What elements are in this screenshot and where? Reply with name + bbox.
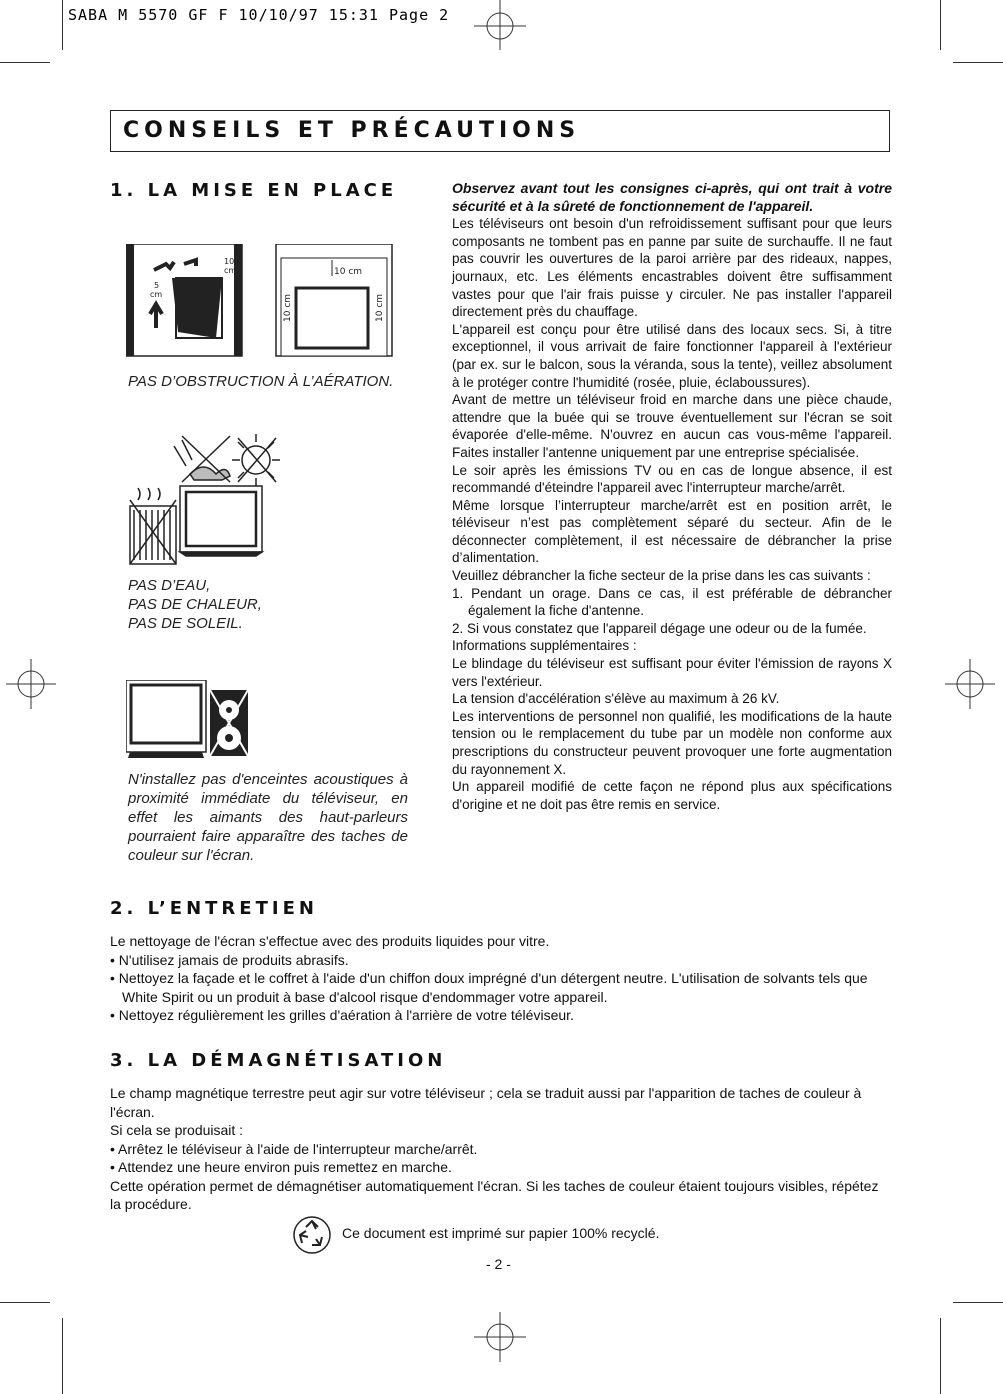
section1-title: 1. LA MISE EN PLACE <box>110 180 398 201</box>
section2-body <box>110 932 892 1025</box>
print-header: SABA M 5570 GF F 10/10/97 15:31 Page 2 <box>68 6 450 24</box>
recycle-icon <box>292 1215 332 1255</box>
info-para-3: Les interventions de personnel non qualifié, les modifications de la haute tension ou le remplacement du tube par un modèle non conforme aux prescriptions du constructeur peuvent provoquer une forte augmentation du rayonnement X. <box>452 708 892 777</box>
caption-ventilation: PAS D’OBSTRUCTION À L’AÉRATION. <box>128 373 394 390</box>
fig1-label-wtop2: cm <box>224 266 237 275</box>
section2-bullet-3: • Nettoyez régulièrement les grilles d'aération à l'arrière de votre téléviseur. <box>110 1007 574 1023</box>
safety-intro: Observez avant tout les consignes ci-après, qui ont trait à votre sécurité et à la sûreté de fonctionnement de l'appareil. <box>452 180 892 214</box>
fig1-label-top: 10 cm <box>334 267 363 277</box>
speaker-figure <box>126 680 256 760</box>
fig1-label-wmid: 5 <box>154 281 160 290</box>
section3-bullet-1: • Arrêtez le téléviseur à l'aide de l'interrupteur marche/arrêt. <box>110 1140 478 1157</box>
section2-title: 2. L’ENTRETIEN <box>110 898 318 919</box>
safety-para-4: Le soir après les émissions TV ou en cas de longue absence, il est recommandé d'éteindre l'appareil avec l'interrupteur marche/arrêt. <box>452 462 892 496</box>
section3-para-3: Cette opération permet de démagnétiser automatiquement l'écran. Si les taches de couleur étaient toujours visibles, répétez la procédure. <box>110 1177 879 1212</box>
fig1-label-left: 10 cm <box>283 293 293 322</box>
section3-bullet-2: • Attendez une heure environ puis remettez en marche. <box>110 1159 452 1175</box>
page-number: - 2 - <box>486 1256 511 1272</box>
page-title-box <box>110 110 890 152</box>
caption-speakers: N'installez pas d'enceintes acoustiques à proximité immédiate du téléviseur, en effet les aimants des haut-parleurs pourraient faire apparaître des taches de couleur sur l'écran. <box>128 771 408 864</box>
section3-title: 3. LA DÉMAGNÉTISATION <box>110 1050 447 1071</box>
section2-intro: Le nettoyage de l'écran s'effectue avec des produits liquides pour vitre. <box>110 933 550 949</box>
unplug-case-1: 1. Pendant un orage. Dans ce cas, il est préférable de débrancher également la fiche d'antenne. <box>452 585 892 619</box>
info-heading: Informations supplémentaires : <box>452 638 637 654</box>
caption2-line3: PAS DE SOLEIL. <box>128 615 243 632</box>
safety-para-5: Même lorsque l’interrupteur marche/arrêt est en position arrêt, le téléviseur n’est pas complètement séparé du secteur. Afin de le déconnecter complètement, il est nécessaire de débrancher la prise d’alimentation. <box>452 497 892 566</box>
safety-instructions <box>452 180 892 813</box>
fig1-label-wtop: 10 <box>224 257 235 266</box>
section3-para-2: Si cela se produisait : <box>110 1122 244 1138</box>
caption2-line2: PAS DE CHALEUR, <box>128 596 262 613</box>
fig1-label-right: 10 cm <box>375 293 385 322</box>
caption-no-water-heat-sun <box>128 576 262 633</box>
section2-bullet-2: • Nettoyez la façade et le coffret à l'aide d'un chiffon doux imprégné d'un détergent neutre. L'utilisation de solvants tels que White Spirit ou un produit à base d'alcool risque d'endommager votre appareil. <box>110 970 868 1005</box>
safety-para-3: Avant de mettre un téléviseur froid en marche dans une pièce chaude, attendre que la buée qui se trouve éventuellement sur l'écran se soit évaporée d'elle-même. N'ouvrez en aucun cas vous-même l'appareil. Faites installer l'antenne uniquement par une entreprise spécialisée. <box>452 392 892 460</box>
fig1-label-wmid2: cm <box>150 290 163 299</box>
section3-para-1: Le champ magnétique terrestre peut agir sur votre téléviseur ; cela se traduit aussi par l'apparition de taches de couleur à l'écran. <box>110 1085 862 1120</box>
safety-para-2: L'appareil est conçu pour être utilisé dans des locaux secs. Si, à titre exceptionnel, il vous arrivait de faire fonctionner l'appareil à l'extérieur (par ex. sur le balcon, sous la véranda, sous la tente), veillez absolument à le protéger contre l'humidité (rosée, pluie, éclaboussures). <box>452 321 892 390</box>
info-para-4: Un appareil modifié de cette façon ne répond plus aux spécifications d'origine et ne doit pas être remis en service. <box>452 779 892 812</box>
section3-body <box>110 1084 892 1214</box>
recycle-note: Ce document est imprimé sur papier 100% recyclé. <box>342 1225 660 1241</box>
unplug-case-2: 2. Si vous constatez que l'appareil dégage une odeur ou de la fumée. <box>452 620 867 636</box>
info-para-1: Le blindage du téléviseur est suffisant pour éviter l'émission de rayons X vers l'extérieur. <box>452 656 892 689</box>
section2-bullet-1: • N'utilisez jamais de produits abrasifs. <box>110 951 349 968</box>
ventilation-figure <box>126 244 421 360</box>
water-heat-sun-figure <box>126 430 296 570</box>
page-title: CONSEILS ET PRÉCAUTIONS <box>123 118 581 143</box>
safety-para-1: Les téléviseurs ont besoin d'un refroidissement suffisant pour que leurs composants ne tombent pas en panne par suite de surchauffe. Il ne faut pas couvrir les ouvertures de la paroi arrière par des rideaux, nappes, journaux, etc. Les éléments encastrables doivent être suffisamment vastes pour que l'air frais puisse y circuler. Ne pas installer l'appareil directement près du chauffage. <box>452 216 892 320</box>
caption2-line1: PAS D’EAU, <box>128 577 211 594</box>
info-para-2: La tension d'accélération s'élève au maximum à 26 kV. <box>452 691 780 707</box>
safety-para-6: Veuillez débrancher la fiche secteur de la prise dans les cas suivants : <box>452 568 871 584</box>
